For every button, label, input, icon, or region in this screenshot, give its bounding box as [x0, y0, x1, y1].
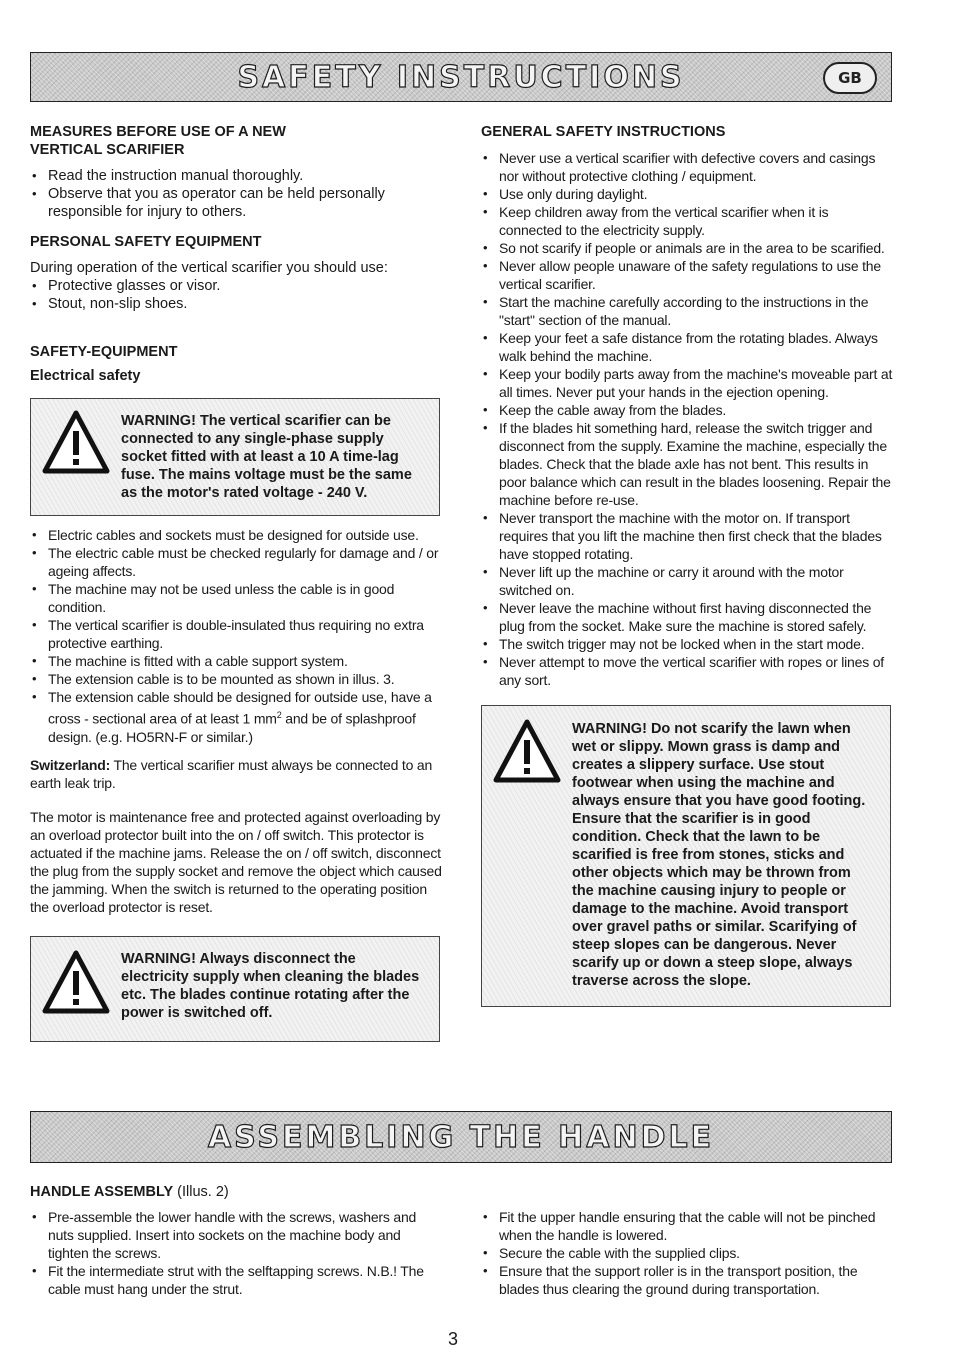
list-item: • Fit the upper handle ensuring that the cable will not be pinched when the handle is lowered.	[481, 1208, 893, 1244]
list-item: • Read the instruction manual thoroughly.	[30, 167, 442, 185]
personal-safety-heading: PERSONAL SAFETY EQUIPMENT	[30, 234, 262, 250]
banner-title: ASSEMBLING THE HANDLE	[207, 1119, 715, 1155]
list-item: • Observe that you as operator can be held personally responsible for injury to others.	[30, 185, 442, 221]
warning-box-electrical	[30, 398, 440, 516]
handle-left-column	[30, 1183, 442, 1298]
list-item: • Stout, non-slip shoes.	[30, 295, 442, 313]
warning-text	[572, 720, 870, 990]
list-item: • Protective glasses or visor.	[30, 277, 442, 295]
list-item: • Keep children away from the vertical scarifier when it is connected to the electricity supply.	[481, 203, 893, 239]
list-item: • Keep the cable away from the blades.	[481, 401, 893, 419]
warning-triangle-icon	[41, 949, 111, 1015]
safety-instructions-banner	[30, 52, 892, 102]
warning-triangle-icon	[41, 409, 111, 475]
list-item: • Never lift up the machine or carry it around with the motor switched on.	[481, 563, 893, 599]
list-item: • The machine is fitted with a cable support system.	[30, 652, 442, 670]
handle-right-column	[481, 1208, 893, 1298]
handle-heading-note: (Illus. 2)	[173, 1184, 229, 1200]
warning-lead: WARNING!	[121, 950, 196, 967]
page-number: 3	[448, 1329, 459, 1349]
switzerland-label: Switzerland:	[30, 756, 111, 773]
list-item: • Fit the intermediate strut with the selftapping screws. N.B.! The cable must hang under the strut.	[30, 1262, 442, 1298]
list-item: • Electric cables and sockets must be designed for outside use.	[30, 526, 442, 544]
measures-heading: MEASURES BEFORE USE OF A NEW VERTICAL SCARIFIER	[30, 124, 286, 158]
list-item: • So not scarify if people or animals are in the area to be scarified.	[481, 239, 893, 257]
list-item: • Use only during daylight.	[481, 185, 893, 203]
switzerland-note	[30, 756, 442, 792]
handle-assembly-heading	[30, 1183, 442, 1201]
list-item: • Keep your feet a safe distance from the rotating blades. Always walk behind the machine.	[481, 329, 893, 365]
warning-body: The vertical scarifier can be connected to any single-phase supply socket fitted with at least a 10 A time-lag fuse. The mains voltage must be the same as the motor's rated voltage - 240 V.	[121, 413, 412, 501]
personal-safety-list	[30, 277, 442, 313]
warning-text	[121, 412, 425, 502]
electrical-safety-list	[30, 526, 442, 746]
list-item: • Secure the cable with the supplied clips.	[481, 1244, 893, 1262]
general-safety-list	[481, 149, 893, 689]
handle-left-list	[30, 1208, 442, 1298]
handle-right-list	[481, 1208, 893, 1298]
list-item: • Never attempt to move the vertical scarifier with ropes or lines of any sort.	[481, 653, 893, 689]
personal-safety-intro: During operation of the vertical scarifier you should use:	[30, 260, 388, 276]
warning-body: Always disconnect the electricity supply when cleaning the blades etc. The blades continue rotating after the power is switched off.	[121, 950, 420, 1021]
motor-paragraph: The motor is maintenance free and protected against overloading by an overload protector built into the on / off switch. This protector is actuated if the machine jams. Release the on / off switch, disconnect the plug from the supply socket and remove the object which caused the jamming. When the switch is returned to the operating position the overload protector is reset.	[30, 808, 442, 915]
extension-text-before: The extension cable should be designed for outside use, have a cross - sectional area of at least 1 mm	[48, 689, 432, 727]
warning-triangle-icon	[492, 718, 562, 784]
list-item: • If the blades hit something hard, release the switch trigger and disconnect from the supply. Examine the machine, especially the blades. Check that the blade axle has not bent. This results in poor balance which can result in the blades loosening. Repair the machine before re-use.	[481, 419, 893, 509]
list-item: • The electric cable must be checked regularly for damage and / or ageing affects.	[30, 544, 442, 580]
measures-list	[30, 167, 442, 221]
switzerland-text: The vertical scarifier must always be connected to an earth leak trip.	[30, 756, 433, 791]
right-column	[481, 123, 893, 1007]
extension-text-after: and be of splashproof design. (e.g. HO5RN-F or similar.)	[48, 710, 416, 745]
safety-equipment-heading: SAFETY-EQUIPMENT	[30, 344, 178, 360]
list-item: • The vertical scarifier is double-insulated thus requiring no extra protective earthing.	[30, 616, 442, 652]
list-item: • The extension cable is to be mounted as shown in illus. 3.	[30, 670, 442, 688]
list-item: • Start the machine carefully according to the instructions in the "start" section of the manual.	[481, 293, 893, 329]
language-badge: GB	[823, 62, 877, 94]
list-item: • Never transport the machine with the motor on. If transport requires that you lift the machine then first check that the blades have stopped rotating.	[481, 509, 893, 563]
banner-title: SAFETY INSTRUCTIONS	[237, 59, 685, 95]
warning-text	[121, 950, 425, 1022]
list-item: • Never leave the machine without first having disconnected the plug from the socket. Make sure the machine is stored safely.	[481, 599, 893, 635]
list-item: • Never use a vertical scarifier with defective covers and casings nor without protective clothing / equipment.	[481, 149, 893, 185]
warning-box-lawn	[481, 705, 891, 1007]
list-item: • Never allow people unaware of the safety regulations to use the vertical scarifier.	[481, 257, 893, 293]
general-safety-heading: GENERAL SAFETY INSTRUCTIONS	[481, 124, 726, 140]
list-item: • Keep your bodily parts away from the machine's moveable part at all times. Never put your hands in the ejection opening.	[481, 365, 893, 401]
assembling-handle-banner	[30, 1111, 892, 1163]
list-item: • The machine may not be used unless the cable is in good condition.	[30, 580, 442, 616]
warning-body: Do not scarify the lawn when wet or slippy. Mown grass is damp and creates a slippery surface. Use stout footwear when using the machine and always ensure that you have good footing. Ensure that the scarifier is in good condition. Check that the lawn to be scarified is free from stones, sticks and other objects which may be thrown from the machine causing injury to people or damage to the machine. Avoid transport over gravel paths or similar. Scarifying of steep slopes can be dangerous. Never scarify up or down a steep slope, always traverse across the slope.	[572, 721, 866, 989]
list-item: • Ensure that the support roller is in the transport position, the blades thus clearing the ground during transportation.	[481, 1262, 893, 1298]
warning-box-cleaning	[30, 936, 440, 1042]
handle-heading-label: HANDLE ASSEMBLY	[30, 1184, 174, 1200]
electrical-safety-subheading: Electrical safety	[30, 368, 141, 384]
left-column	[30, 123, 442, 1042]
superscript: 2	[276, 710, 282, 720]
list-item: • The switch trigger may not be locked when in the start mode.	[481, 635, 893, 653]
list-item	[30, 688, 442, 746]
warning-lead: WARNING!	[121, 413, 196, 429]
list-item: • Pre-assemble the lower handle with the screws, washers and nuts supplied. Insert into sockets on the machine body and tighten the screws.	[30, 1208, 442, 1262]
warning-lead: WARNING!	[572, 721, 647, 737]
